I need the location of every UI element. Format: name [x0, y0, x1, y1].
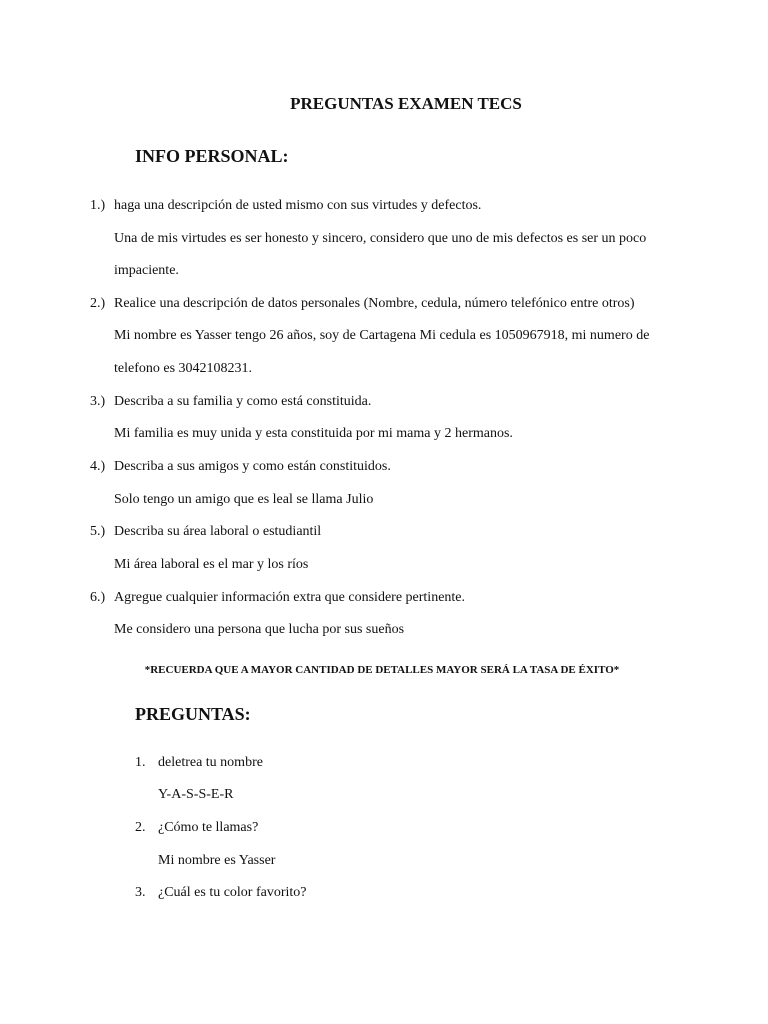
- item-number: 3.: [135, 885, 146, 900]
- section-heading-info-personal: INFO PERSONAL:: [135, 146, 289, 166]
- success-note: *RECUERDA QUE A MAYOR CANTIDAD DE DETALLES MAYOR SERÁ LA TASA DE ÉXITO*: [144, 664, 620, 676]
- item-number: 1.: [135, 755, 146, 770]
- question-text: Describa a su familia y como está constituida.: [114, 394, 372, 409]
- question-text: ¿Cuál es tu color favorito?: [158, 885, 307, 900]
- item-number: 1.): [90, 198, 106, 213]
- answer-text: Solo tengo un amigo que es leal se llama Julio: [114, 492, 374, 507]
- question-text: ¿Cómo te llamas?: [158, 820, 259, 835]
- item-number: 3.): [90, 394, 106, 409]
- answer-text: Una de mis virtudes es ser honesto y sincero, considero que uno de mis defectos es ser un poco: [114, 231, 647, 246]
- question-text: deletrea tu nombre: [158, 755, 263, 770]
- item-number: 2.): [90, 296, 106, 311]
- item-number: 6.): [90, 590, 106, 605]
- item-number: 4.): [90, 459, 106, 474]
- item-number: 5.): [90, 524, 106, 539]
- answer-text: Mi familia es muy unida y esta constituida por mi mama y 2 hermanos.: [114, 426, 513, 441]
- answer-text: Y-A-S-S-E-R: [158, 787, 234, 802]
- answer-text: telefono es 3042108231.: [114, 361, 253, 376]
- question-text: Agregue cualquier información extra que considere pertinente.: [114, 590, 466, 605]
- question-text: Describa su área laboral o estudiantil: [114, 524, 322, 539]
- answer-text: Mi nombre es Yasser tengo 26 años, soy de Cartagena Mi cedula es 1050967918, mi numero de: [114, 328, 650, 343]
- answer-text: Mi área laboral es el mar y los ríos: [114, 557, 309, 572]
- answer-text: Me considero una persona que lucha por sus sueños: [114, 622, 405, 637]
- question-text: Describa a sus amigos y como están constituidos.: [114, 459, 391, 474]
- document-title: PREGUNTAS EXAMEN TECS: [290, 94, 522, 113]
- answer-text: impaciente.: [114, 263, 179, 278]
- answer-text: Mi nombre es Yasser: [158, 853, 276, 868]
- question-text: haga una descripción de usted mismo con sus virtudes y defectos.: [114, 198, 482, 213]
- item-number: 2.: [135, 820, 146, 835]
- section-heading-preguntas: PREGUNTAS:: [135, 704, 251, 724]
- question-text: Realice una descripción de datos personales (Nombre, cedula, número telefónico entre otros): [114, 296, 635, 311]
